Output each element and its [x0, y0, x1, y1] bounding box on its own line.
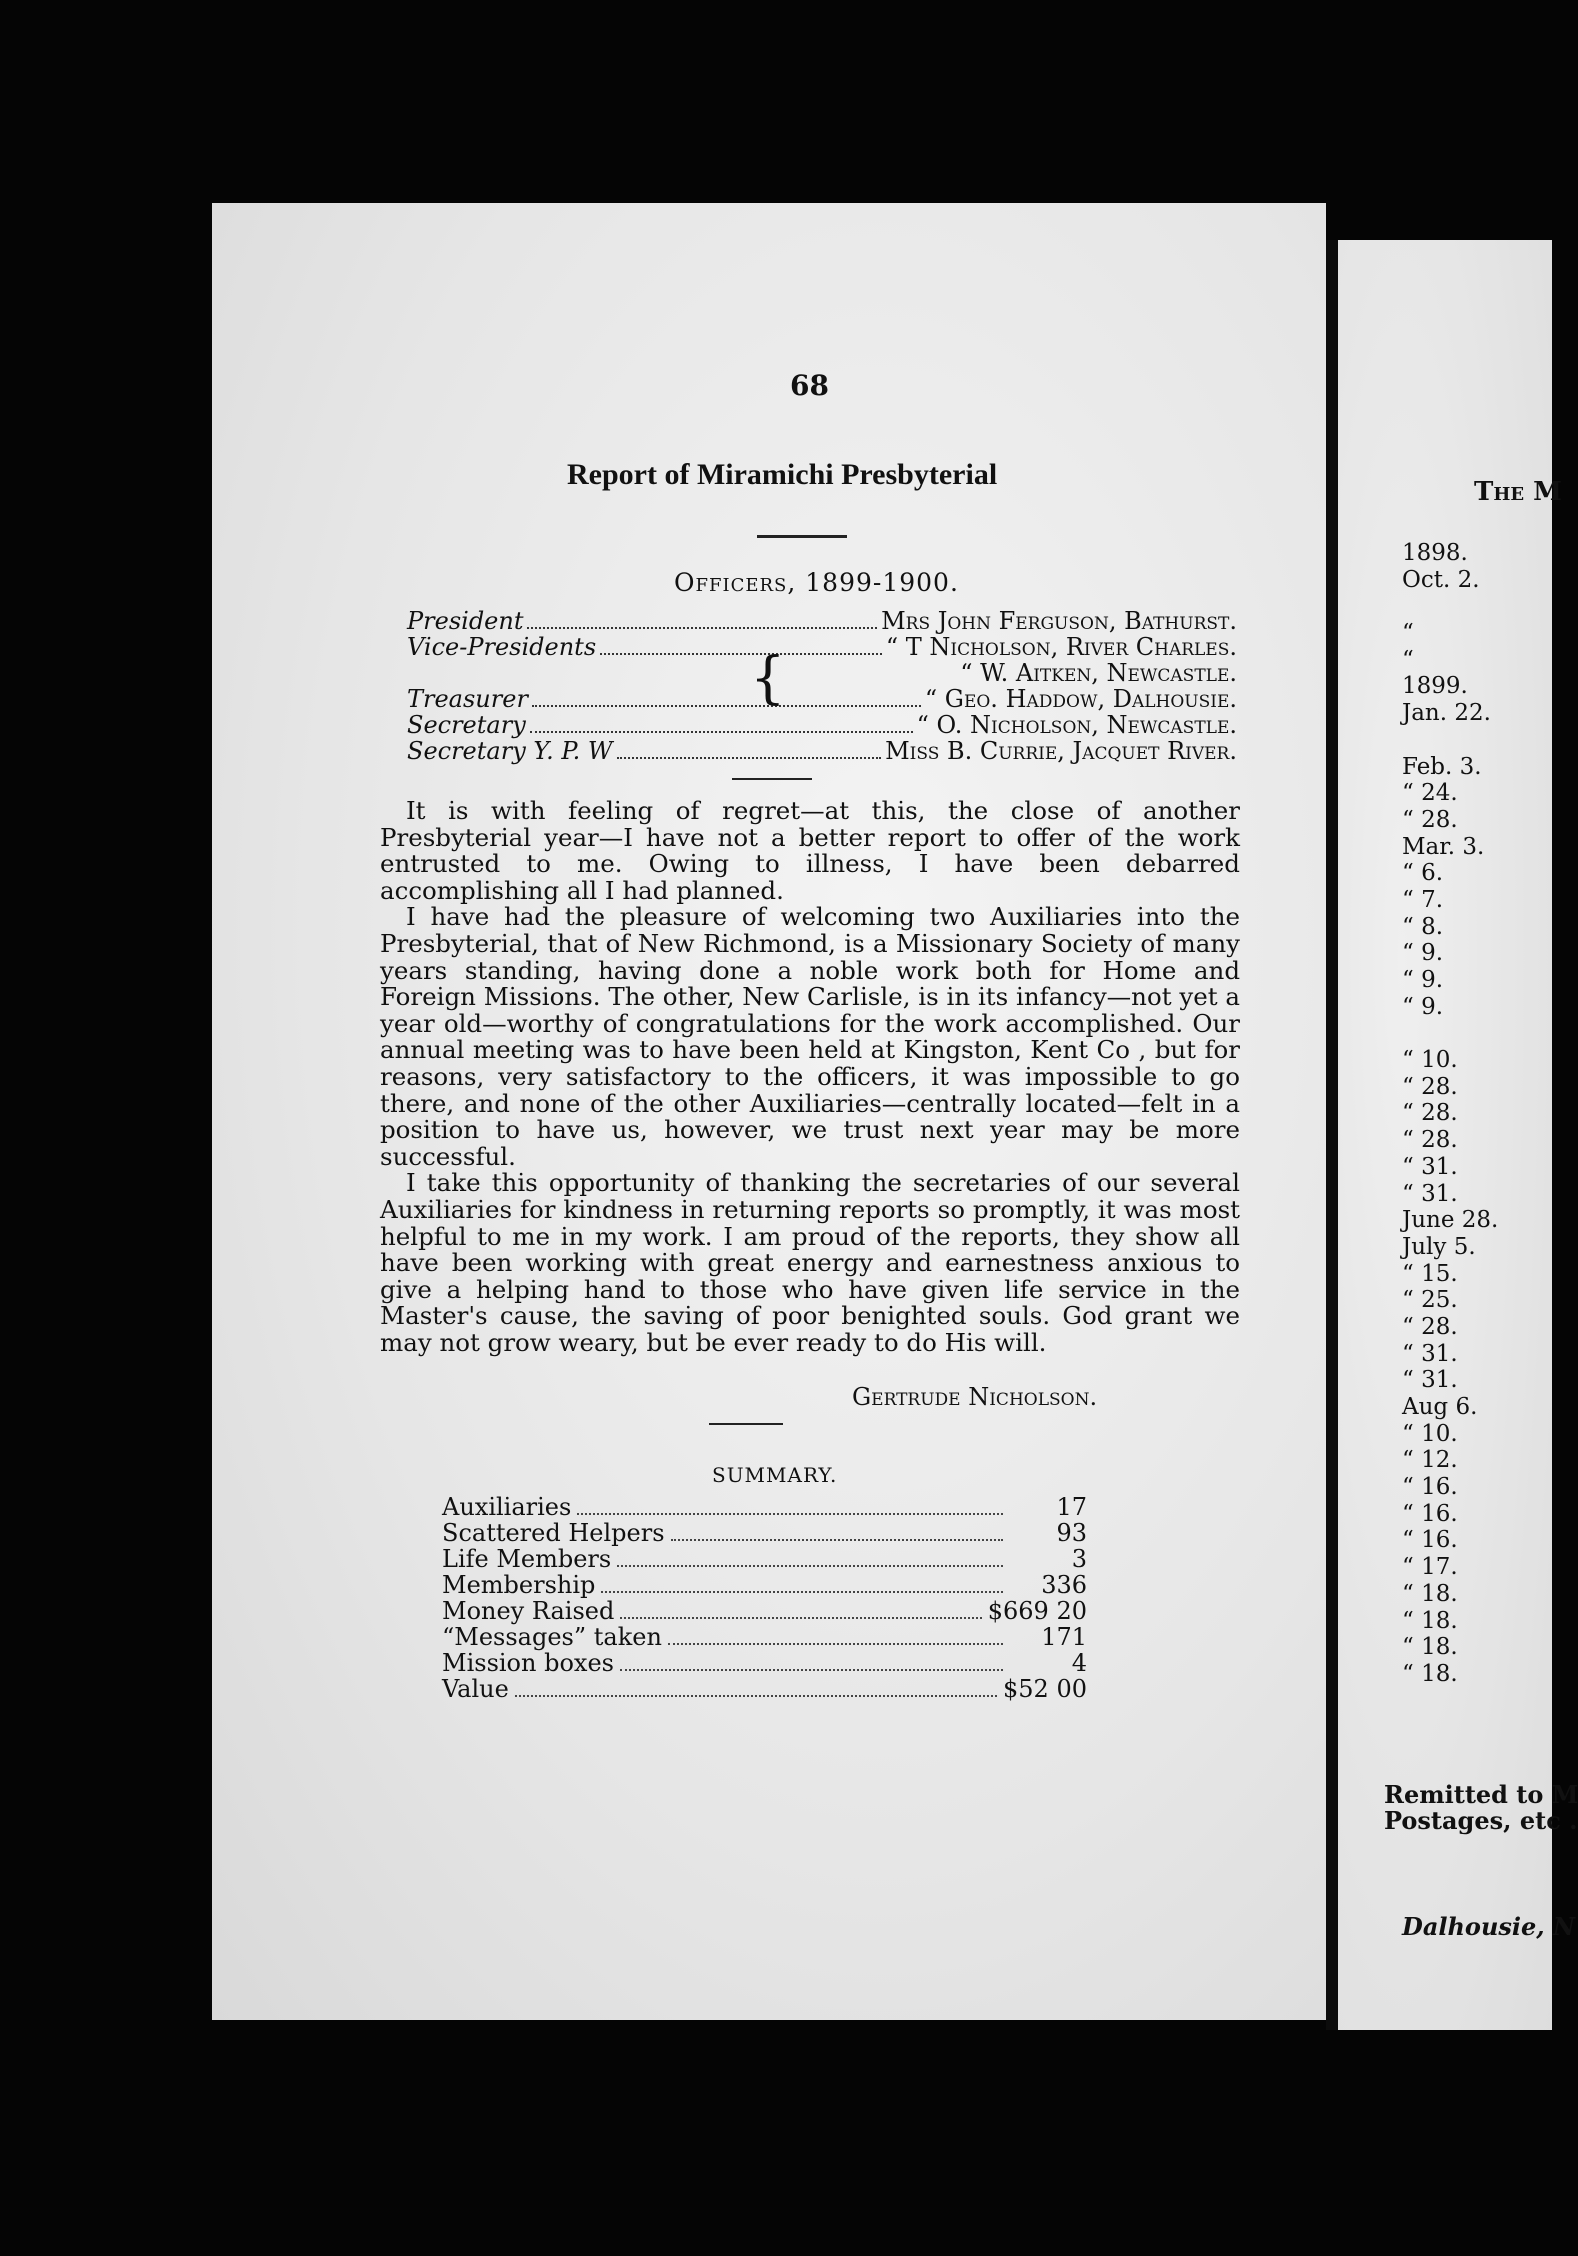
- officer-row: [407, 685, 1237, 713]
- place-line: Dalhousie, N: [1402, 1912, 1575, 1941]
- summary-row: Mission boxes 4: [442, 1649, 1087, 1677]
- officer-name: Mrs John Ferguson, Bathurst.: [881, 607, 1237, 635]
- officer-name: “ O. Nicholson, Newcastle.: [916, 711, 1237, 739]
- officer-row: [407, 633, 1237, 661]
- summary-row: Money Raised $669 20: [442, 1597, 1087, 1625]
- summary-row: “Messages” taken 171: [442, 1623, 1087, 1651]
- date-entry: “ 15.: [1402, 1260, 1458, 1287]
- page-number: 68: [790, 369, 829, 402]
- date-entry: 1899.: [1402, 673, 1468, 700]
- date-entry: June 28.: [1402, 1207, 1499, 1234]
- officers-heading: Officers, 1899-1900.: [674, 568, 959, 597]
- date-entry: [1402, 727, 1498, 754]
- date-entry: “ 17.: [1402, 1554, 1458, 1581]
- date-entry: [1402, 1020, 1498, 1047]
- date-entry: “ 28.: [1402, 1127, 1458, 1154]
- date-entry: “ 31.: [1402, 1180, 1458, 1207]
- summary-row: Life Members 3: [442, 1545, 1087, 1573]
- officer-row: [407, 711, 1237, 739]
- paragraph: It is with feeling of regret—at this, the close of another Presbyterial year—I have not a better report to offer of the work entrusted to me. Owing to illness, I have been debarred accomplishing all I had planned.: [380, 796, 1240, 905]
- date-entry: Oct. 2.: [1402, 566, 1480, 593]
- date-entry: Feb. 3.: [1402, 753, 1482, 780]
- officer-name: “ T Nicholson, River Charles.: [885, 633, 1237, 661]
- officer-role: President: [407, 607, 524, 635]
- right-page: [1338, 240, 1578, 2030]
- summary-row: Auxiliaries 17: [442, 1493, 1087, 1521]
- date-entry: “ 18.: [1402, 1580, 1458, 1607]
- date-entry: “ 18.: [1402, 1634, 1458, 1661]
- date-entry: “ 16.: [1402, 1527, 1458, 1554]
- paragraph: I take this opportunity of thanking the secretaries of our several Auxiliaries for kindness in returning reports so promptly, it was most helpful to me in my work. I am proud of the reports, they show all have been working with great energy and earnestness anxious to give a helping hand to those who have given life service in the Master's cause, the saving of poor benighted souls. God grant we may not grow weary, but be ever ready to do His will.: [380, 1168, 1240, 1357]
- officer-row: [582, 659, 1237, 687]
- date-entry: “ 16.: [1402, 1500, 1458, 1527]
- summary-row: Value $52 00: [442, 1675, 1087, 1703]
- report-title: Report of Miramichi Presbyterial: [567, 458, 998, 491]
- summary-row: Scattered Helpers 93: [442, 1519, 1087, 1547]
- officer-name: Miss B. Currie, Jacquet River.: [885, 737, 1237, 765]
- date-entry: “ 28.: [1402, 1073, 1458, 1100]
- left-page: [212, 203, 1326, 2020]
- date-entry: “ 31.: [1402, 1367, 1458, 1394]
- date-entry: “ 18.: [1402, 1607, 1458, 1634]
- officer-role: Treasurer: [407, 685, 528, 713]
- date-entry: Aug 6.: [1402, 1394, 1478, 1420]
- date-entry: “ 9.: [1402, 993, 1444, 1020]
- divider: [709, 1423, 783, 1425]
- date-entry: “ 24.: [1402, 780, 1458, 807]
- officer-role: Secretary Y. P. W: [407, 737, 613, 765]
- remitted-line: Remitted to M: [1384, 1780, 1578, 1809]
- date-entry: “: [1402, 620, 1414, 647]
- date-entry: “ 7.: [1402, 886, 1444, 913]
- date-entry: “ 25.: [1402, 1287, 1458, 1314]
- date-entry: “ 10.: [1402, 1047, 1458, 1074]
- date-entry: “ 28.: [1402, 1100, 1458, 1127]
- date-entry: “ 28.: [1402, 1313, 1458, 1340]
- date-entry: 1898.: [1402, 540, 1468, 566]
- date-entry: “ 28.: [1402, 806, 1458, 833]
- date-entry: [1402, 593, 1498, 620]
- summary-heading: SUMMARY.: [712, 1463, 838, 1487]
- date-entry: “: [1402, 646, 1414, 673]
- report-body: [380, 798, 1240, 1356]
- postages-line: Postages, etc .: [1384, 1806, 1578, 1835]
- date-entry: “ 9.: [1402, 967, 1444, 993]
- date-entry: “ 12.: [1402, 1447, 1458, 1474]
- divider: [732, 778, 812, 780]
- date-entry: “ 8.: [1402, 913, 1444, 940]
- summary-row: Membership 336: [442, 1571, 1087, 1599]
- date-entry: July 5.: [1402, 1233, 1476, 1260]
- date-entry: “ 16.: [1402, 1474, 1458, 1501]
- date-entry: “ 31.: [1402, 1340, 1458, 1367]
- officer-role: Vice-Presidents: [407, 633, 597, 661]
- date-entry: “ 31.: [1402, 1153, 1458, 1180]
- date-column: [1402, 540, 1498, 1688]
- date-entry: “ 9.: [1402, 940, 1444, 967]
- date-entry: “ 10.: [1402, 1420, 1458, 1447]
- officer-row: [407, 607, 1237, 635]
- officer-role: Secretary: [407, 711, 526, 739]
- signature: Gertrude Nicholson.: [852, 1383, 1098, 1411]
- date-entry: “ 6.: [1402, 860, 1444, 887]
- right-page-heading: The M: [1474, 477, 1562, 507]
- page-gutter: [1326, 240, 1338, 2030]
- officer-name: “ Geo. Haddow, Dalhousie.: [924, 685, 1237, 713]
- date-entry: Mar. 3.: [1402, 833, 1485, 860]
- divider: [757, 535, 847, 538]
- brace-glyph: {: [750, 646, 786, 711]
- officer-name: “ W. Aitken, Newcastle.: [960, 659, 1237, 687]
- paragraph: I have had the pleasure of welcoming two Auxiliaries into the Presbyterial, that of New Richmond, is a Missionary Society of many years standing, having done a noble work both for Home and Foreign Missions. The other, New Carlisle, is in its infancy—not yet a year old—worthy of congratulations for the work accomplished. Our annual meeting was to have been held at Kingston, Kent Co , but for reasons, very satisfactory to the officers, it was impossible to go there, and none of the other Auxiliaries—centrally located—felt in a position to have us, however, we trust next year may be more successful.: [380, 902, 1240, 1171]
- date-entry: Jan. 22.: [1402, 700, 1491, 727]
- officer-row: [407, 737, 1237, 765]
- date-entry: “ 18.: [1402, 1660, 1458, 1687]
